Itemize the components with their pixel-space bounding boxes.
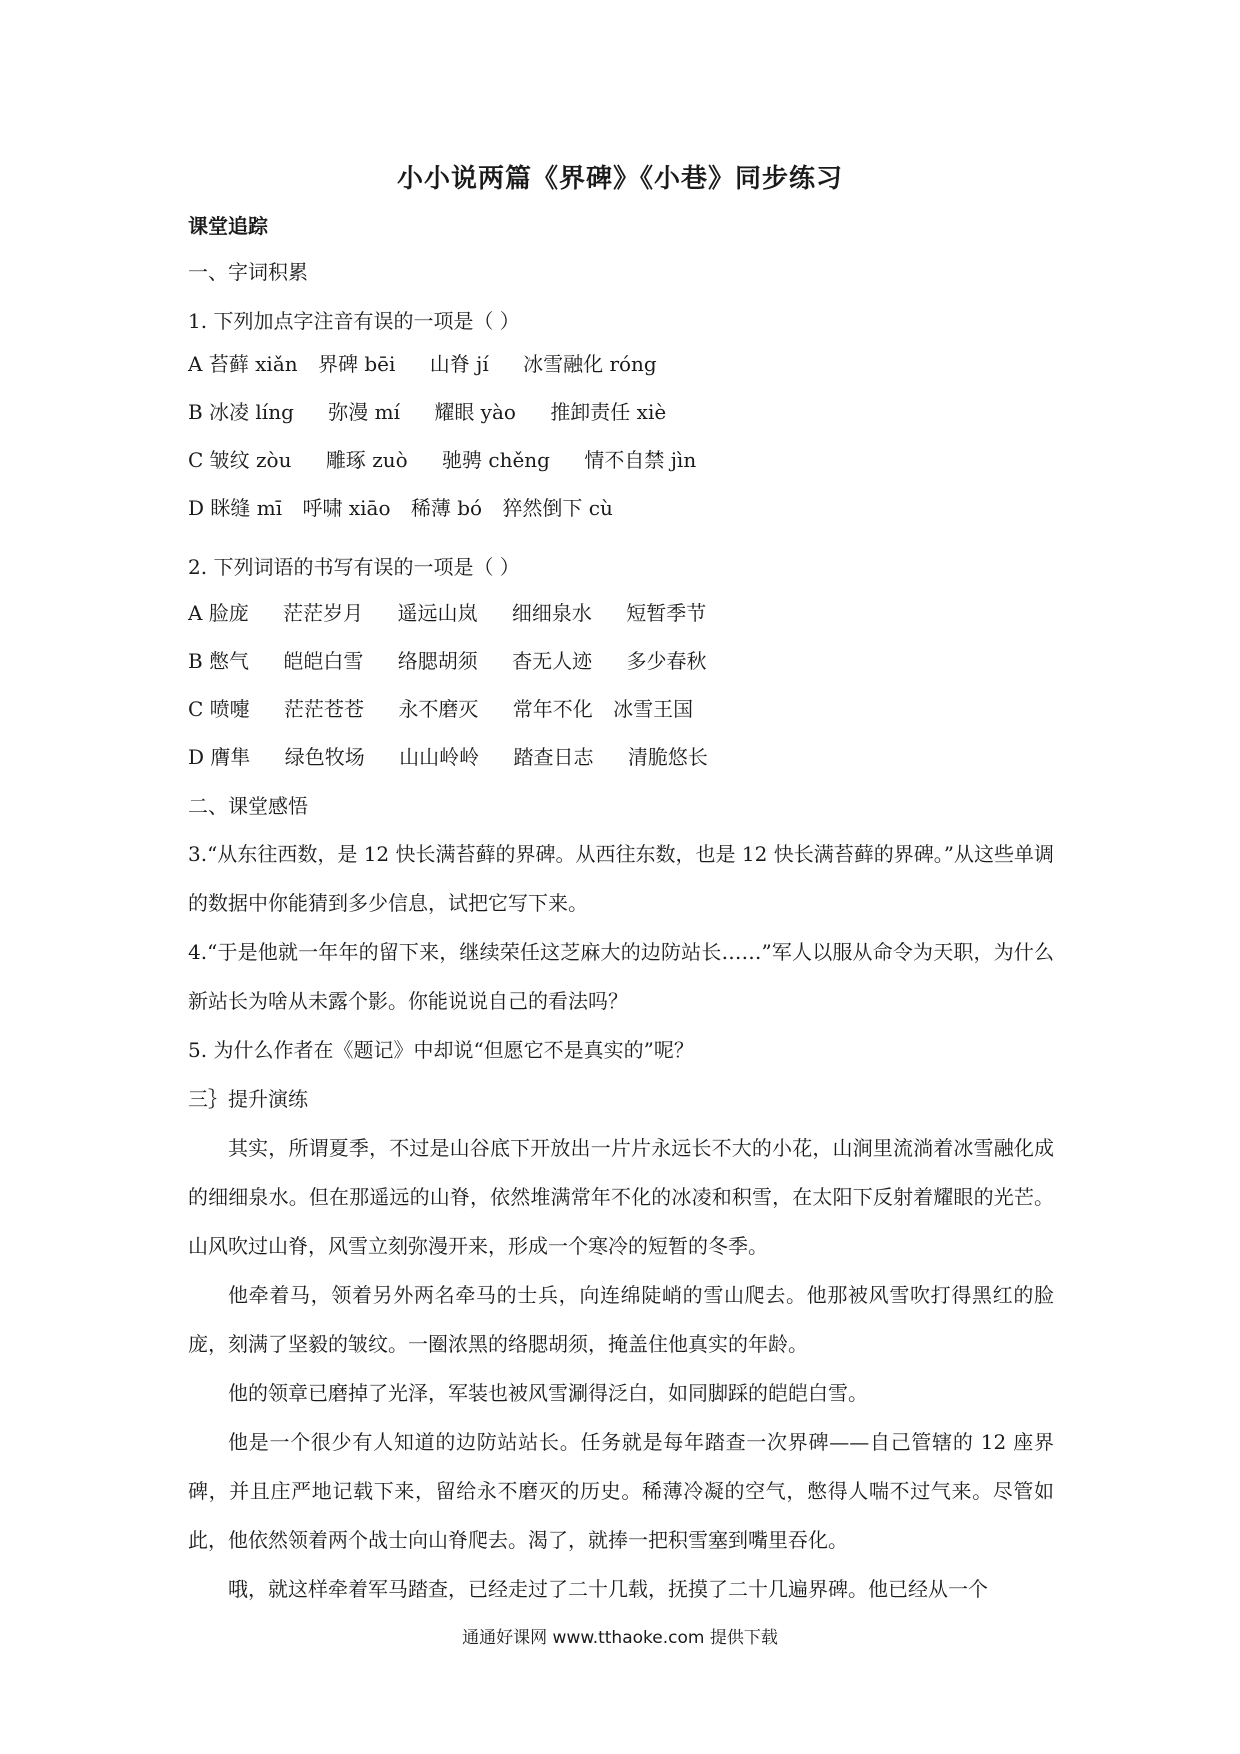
option-term: D 膺隼	[188, 745, 251, 769]
option-term: 冰雪王国	[613, 697, 694, 721]
option-term: 呼啸 xiāo	[302, 496, 391, 520]
q1-option-b	[188, 398, 666, 426]
option-term: 情不自禁 jìn	[584, 448, 697, 472]
part1-heading: 一、字词积累	[188, 260, 308, 284]
option-term: 络腮胡须	[397, 649, 478, 673]
q2-option-a	[188, 599, 706, 627]
q1-stem: 1. 下列加点字注音有误的一项是（ ）	[188, 309, 520, 333]
option-term: 驰骋 chěng	[442, 448, 550, 472]
option-term: 弥漫 mí	[328, 400, 400, 424]
option-term: 稀薄 bó	[410, 496, 483, 520]
option-term: 绿色牧场	[284, 745, 365, 769]
page-footer: 通通好课网 www.tthaoke.com 提供下载	[462, 1628, 778, 1648]
option-term: 遥远山岚	[397, 601, 478, 625]
option-term: 永不磨灭	[398, 697, 479, 721]
option-term: 耀眼 yào	[434, 400, 516, 424]
option-term: 界碑 bēi	[318, 352, 396, 376]
option-term: C 喷嚏	[188, 697, 250, 721]
passage-paragraph-5: 哦，就这样牵着军马踏查，已经走过了二十几载，抚摸了二十几遍界碑。他已经从一个	[228, 1577, 988, 1601]
option-term: 常年不化	[512, 697, 593, 721]
option-term: 冰雪融化 róng	[523, 352, 657, 376]
option-term: 猝然倒下 cù	[502, 496, 613, 520]
part2-heading: 二、课堂感悟	[188, 794, 308, 818]
option-term: 细细泉水	[511, 601, 592, 625]
q1-option-d	[188, 494, 613, 522]
question-4: 4.“于是他就一年年的留下来，继续荣任这芝麻大的边防站长……”军人以服从命令为天职，为什么新站长为啥从未露个影。你能说说自己的看法吗？	[188, 940, 1054, 1013]
part3-heading: 三｝提升演练	[188, 1087, 308, 1111]
option-term: B 憋气	[188, 649, 250, 673]
option-term: D 眯缝 mī	[188, 496, 283, 520]
q2-option-d	[188, 743, 708, 771]
option-term: 雕琢 zuò	[325, 448, 408, 472]
passage-paragraph-3: 他的领章已磨掉了光泽，军装也被风雪涮得泛白，如同脚踩的皑皑白雪。	[228, 1381, 868, 1405]
passage-paragraph-1: 其实，所谓夏季，不过是山谷底下开放出一片片永远长不大的小花，山涧里流淌着冰雪融化成的细细泉水。但在那遥远的山脊，依然堆满常年不化的冰凌和积雪，在太阳下反射着耀眼的光芒。山风吹过山脊，风雪立刻弥漫开来，形成一个寒冷的短暂的冬季。	[188, 1136, 1054, 1258]
section-label: 课堂追踪	[188, 214, 268, 238]
page-title: 小小说两篇《界碑》《小巷》同步练习	[396, 164, 843, 194]
option-term: 杳无人迹	[512, 649, 593, 673]
question-3: 3.“从东往西数，是 12 快长满苔藓的界碑。从西往东数，也是 12 快长满苔藓的界碑。”从这些单调的数据中你能猜到多少信息，试把它写下来。	[188, 842, 1054, 915]
option-term: 踏查日志	[513, 745, 594, 769]
passage-paragraph-4: 他是一个很少有人知道的边防站站长。任务就是每年踏查一次界碑——自己管辖的 12 座界碑，并且庄严地记载下来，留给永不磨灭的历史。稀薄冷凝的空气，憋得人喘不过气来。尽管如此，他依然领着两个战士向山脊爬去。渴了，就捧一把积雪塞到嘴里吞化。	[188, 1430, 1054, 1552]
option-term: 山脊 jí	[429, 352, 489, 376]
option-term: 清脆悠长	[627, 745, 708, 769]
q2-option-b	[188, 647, 707, 675]
option-term: B 冰凌 líng	[188, 400, 294, 424]
option-term: 皑皑白雪	[283, 649, 364, 673]
option-term: 短暂季节	[626, 601, 707, 625]
question-5: 5. 为什么作者在《题记》中却说“但愿它不是真实的”呢？	[188, 1038, 694, 1062]
q1-option-a	[188, 350, 657, 378]
q2-option-c	[188, 695, 693, 723]
option-term: 茫茫岁月	[283, 601, 364, 625]
passage-paragraph-2: 他牵着马，领着另外两名牵马的士兵，向连绵陡峭的雪山爬去。他那被风雪吹打得黑红的脸庞，刻满了坚毅的皱纹。一圈浓黑的络腮胡须，掩盖住他真实的年龄。	[188, 1283, 1054, 1356]
q1-option-c	[188, 446, 696, 474]
option-term: 多少春秋	[626, 649, 707, 673]
option-term: A 苔藓 xiǎn	[188, 352, 298, 376]
q2-stem: 2. 下列词语的书写有误的一项是（ ）	[188, 555, 520, 579]
option-term: C 皱纹 zòu	[188, 448, 292, 472]
option-term: A 脸庞	[188, 601, 249, 625]
option-term: 山山岭岭	[399, 745, 480, 769]
option-term: 推卸责任 xiè	[550, 400, 667, 424]
option-term: 茫茫苍苍	[284, 697, 365, 721]
